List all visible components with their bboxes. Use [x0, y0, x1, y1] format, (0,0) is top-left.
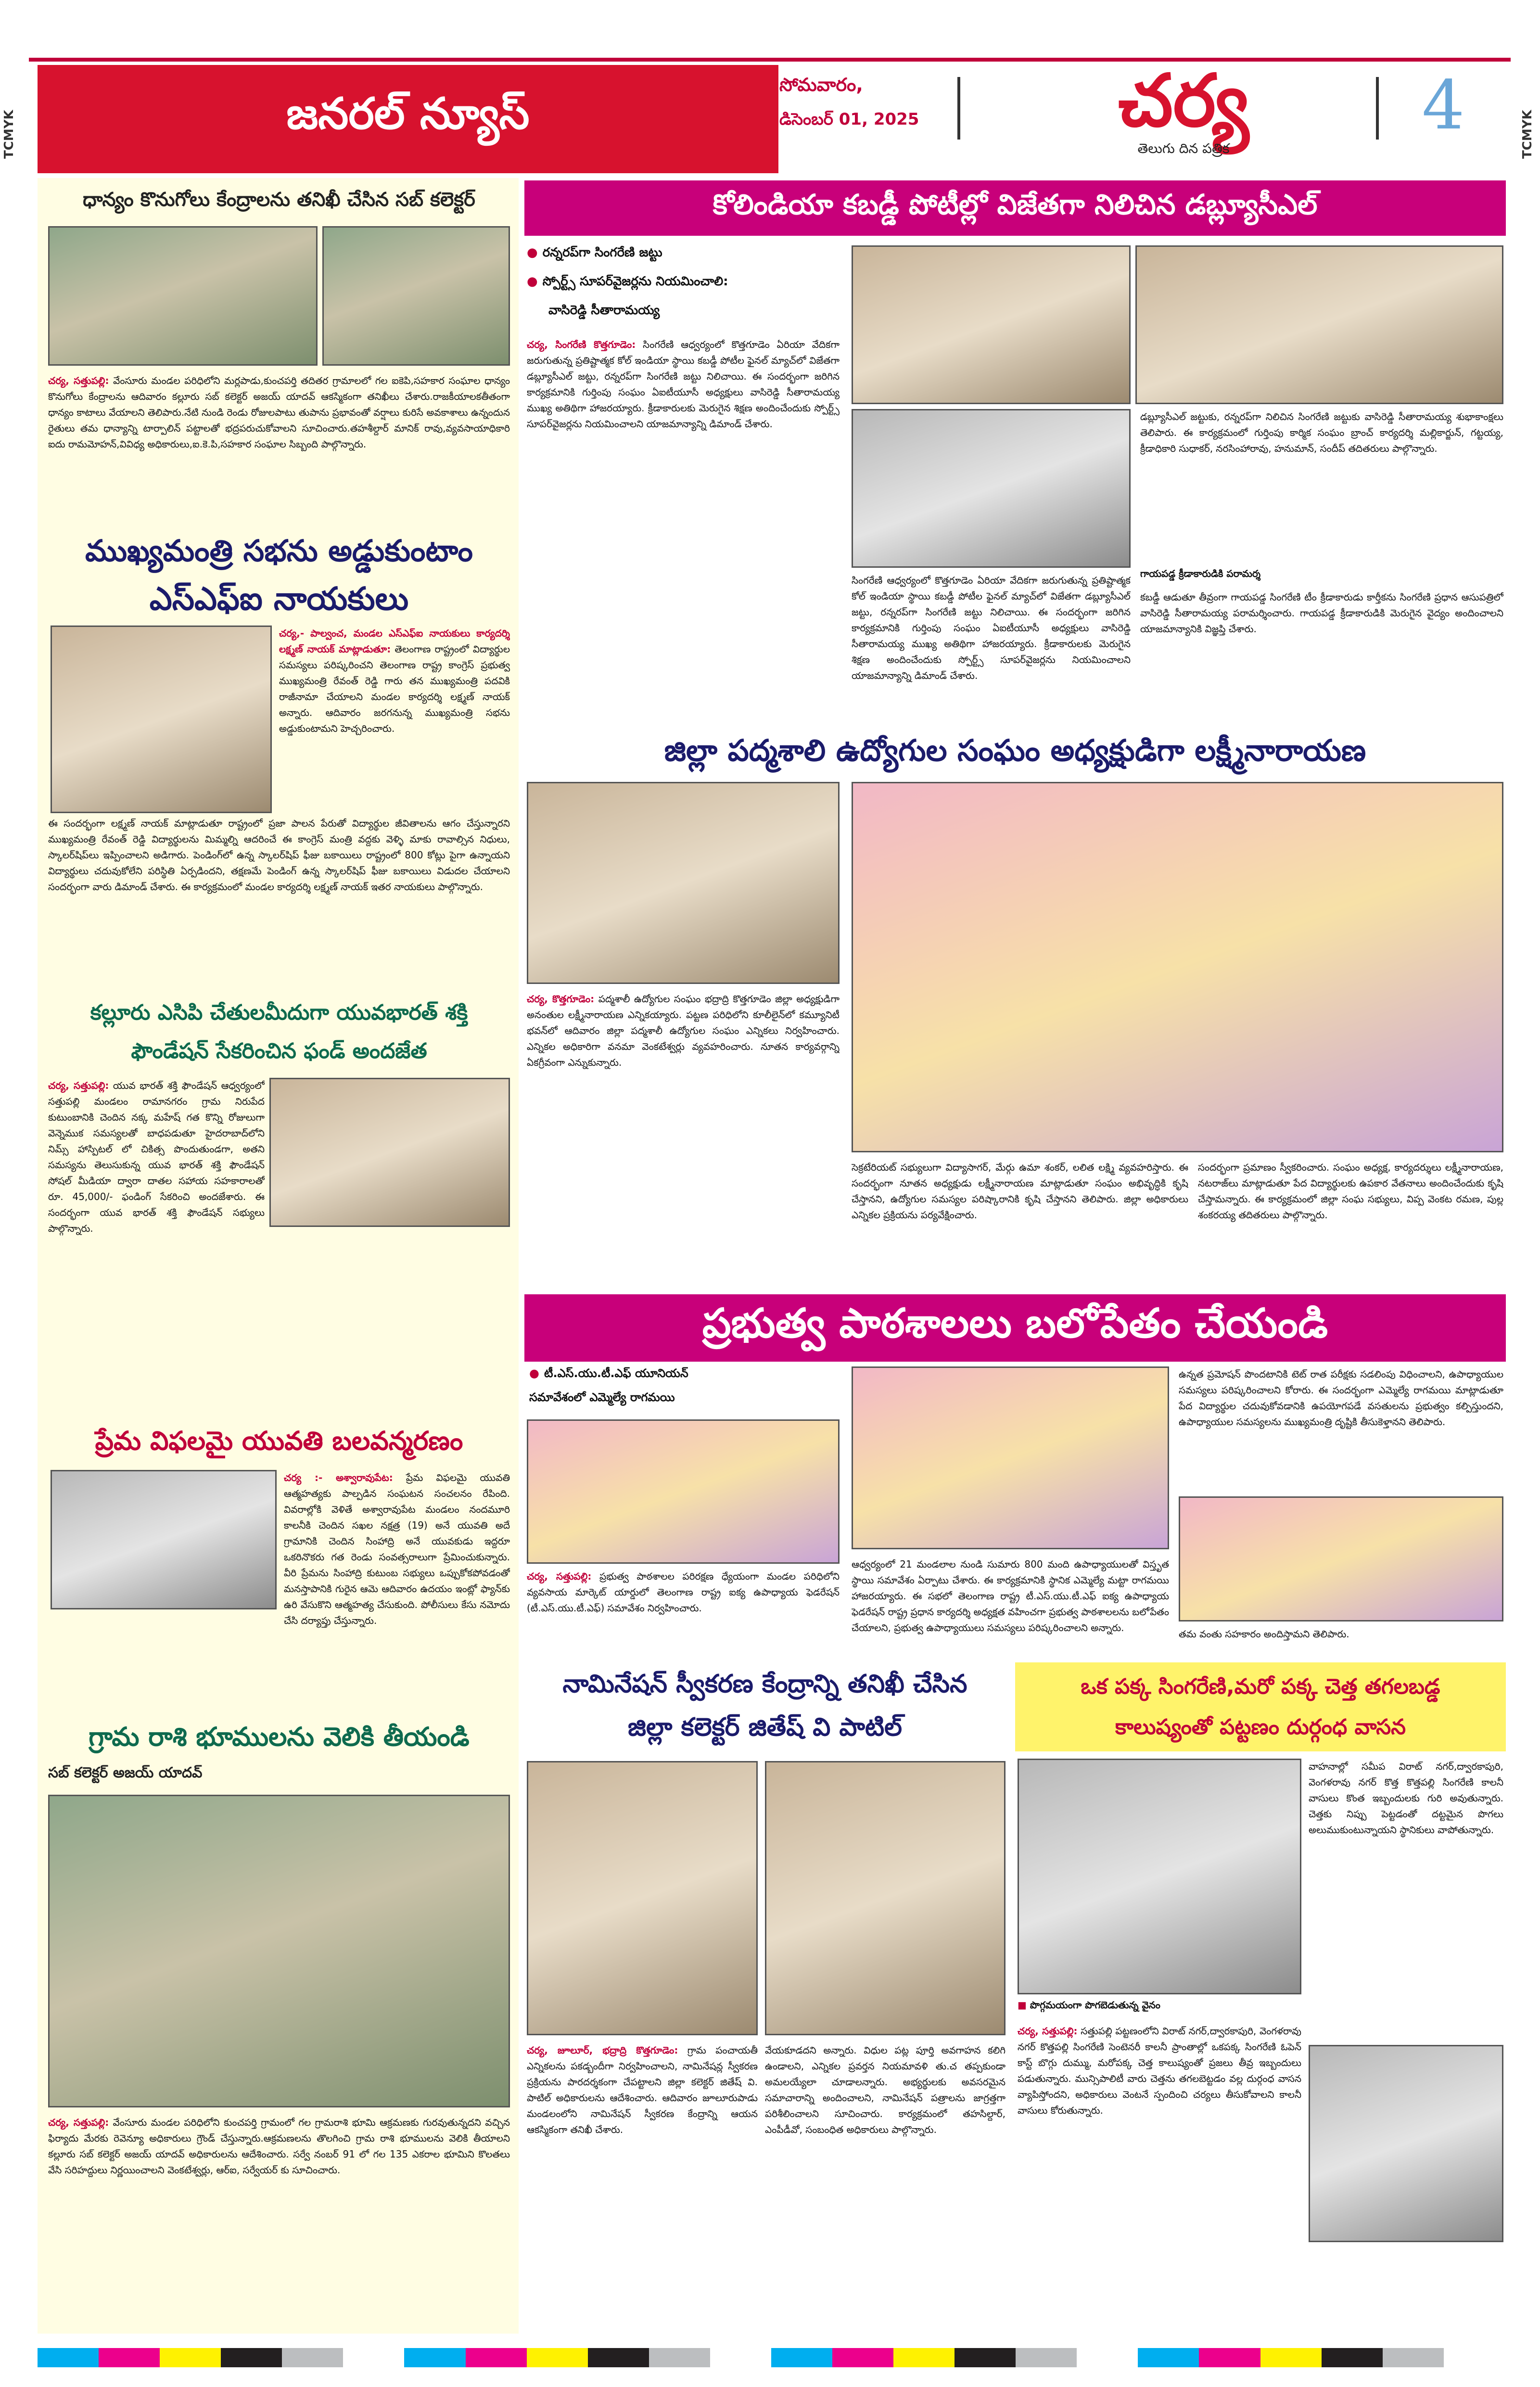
article7-body	[527, 991, 840, 1289]
article3-headline-line1: కల్లూరు ఎసిపి చేతులమీదుగా యువభారత్ శక్తి	[90, 1000, 468, 1025]
article4-lead: చర్య :- అశ్వారావుపేట:	[284, 1472, 393, 1483]
bullet-text: సమావేశంలో ఎమ్మెల్యే రాగమయి	[529, 1391, 675, 1404]
article10-headline-line2: కాలుష్యంతో పట్టణం దుర్గంధ వాసన	[1115, 1715, 1406, 1739]
article2-body-full: ఈ సందర్భంగా లక్ష్మణ్ నాయక్ మాట్లాడుతూ రాష్ట్రంలో ప్రజా పాలన పేరుతో విద్యార్థుల జీవితాలను ఆగం చేస్తున్నారని ముఖ్యమంత్రి రేవంత్ రెడ్డి విద్యార్థులను మిమ్మల్ని ఆదరించే ఈ కాంగ్రెస్ మంత్రి వద్దకు వెళ్ళి మాకు రావాల్సిన నిధులు, స్కాలర్‌షిప్‌లు ఇప్పించాలని అడిగారు. పెండింగ్‌లో ఉన్న స్కాలర్‌షిప్ ఫీజు బకాయిలు రాష్ట్రంలో 800 కోట్లు పైగా ఉన్నాయని విద్యార్థులు చదువుకోలేని పరిస్థితి ఏర్పడిందని, తక్షణమే పెండింగ్ ఉన్న స్కాలర్‌షిప్ ఫీజు బకాయిలు విడుదల చేయాలని సందర్భంగా వారు డిమాండ్ చేశారు. ఈ కార్యక్రమంలో మండల కార్యదర్శి లక్ష్మణ్ నాయక్ ఇతర నాయకులు పాల్గొన్నారు.	[48, 817, 510, 893]
section-title: జనరల్ న్యూస్	[286, 89, 530, 139]
article9-text: గ్రామ పంచాయతీ ఎన్నికలను పకడ్బందీగా నిర్వహించాలని, నామినేషన్ల స్వీకరణ ప్రక్రియను పారదర్శకంగా చేపట్టాలని జిల్లా కలెక్టర్ జితేష్ వి. పాటిల్ అధికారులను ఆదేశించారు. ఆదివారం జూలూరుపాడు మండలంలోని నామినేషన్ స్వీకరణ కేంద్రాన్ని ఆయన ఆకస్మికంగా తనిఖీ చేశారు.	[527, 2044, 758, 2135]
bullet-icon: ●	[527, 245, 538, 260]
article6-photo-award	[1135, 245, 1503, 404]
bullet-icon: ●	[529, 1366, 539, 1380]
article5-subhead: సబ్ కలెక్టర్ అజయ్ యాదవ్	[48, 1764, 203, 1781]
article5-body	[48, 2115, 510, 2326]
article7-photo-group	[527, 782, 840, 984]
article6-bullet-2	[527, 274, 728, 292]
article9-body	[527, 2042, 758, 2331]
article8-headline-banner	[524, 1294, 1506, 1362]
article2-body-narrow	[279, 625, 510, 813]
article6-body-right: డబ్ల్యూసీఎల్ జట్టుకు, రన్నరప్‌గా నిలిచిన సింగరేణి జట్టుకు వాసిరెడ్డి సీతారామయ్య శుభాకాంక్షలు తెలిపారు. ఈ కార్యక్రమంలో గుర్తింపు కార్మిక సంఘం బ్రాంచ్ కార్యదర్శి మల్లికార్జున్, గట్టయ్య, క్రీడాధికారి సుధాకర్, నరసింహారావు, హనుమాన్, సందీప్ తదితరులు పాల్గొన్నారు.	[1140, 411, 1503, 454]
article2-text-narrow: తెలంగాణ రాష్ట్రంలో విద్యార్థుల సమస్యలు పరిష్కరించని తెలంగాణ రాష్ట్ర కాంగ్రెస్ ప్రభుత్వ ముఖ్యమంత్రి రేవంత్ రెడ్డి గారు తన ముఖ్యమంత్రి పదవికి రాజీనామా చేయాలని మండల కార్యదర్శి లక్ష్మణ్ నాయక్ అన్నారు. ఆదివారం జరగనున్న ముఖ్యమంత్రి సభను అడ్డుకుంటామని హెచ్చరించారు.	[279, 643, 510, 734]
bullet-text: రన్నరప్‌గా సింగరేణి జట్టు	[542, 245, 662, 260]
swatch-grey	[1016, 2348, 1077, 2367]
article3-text: యువ భారత్ శక్తి ఫౌండేషన్ ఆధ్వర్యంలో సత్తుపల్లి మండలం రామానగరం గ్రామ నిరుపేద కుటుంబానికి చెందిన నక్క మహేష్ గత కొన్ని రోజులుగా వెన్నెముక సమస్యలతో బాధపడుతూ హైదరాబాద్‌లోని నిమ్స్ హాస్పిటల్ లో చికిత్స పొందుతుండగా, అతని సమస్యను తెలుసుకున్న యువ భారత్ శక్తి ఫౌండేషన్ సోషల్ మీడియా ద్వారా దాతల సహాయ సహకారాలతో రూ. 45,000/- ఫండింగ్ సేకరించి అందజేశారు. ఈ సందర్భంగా యువ భారత్ శక్తి ఫౌండేషన్ సభ్యులు పాల్గొన్నారు.	[48, 1080, 265, 1234]
swatch-grey	[649, 2348, 710, 2367]
article6-headline-banner	[524, 180, 1506, 236]
article10-caption	[1018, 1999, 1301, 2018]
section-title-banner	[38, 65, 778, 173]
article10-headline-box	[1015, 1662, 1506, 1751]
color-registration-bar	[38, 2348, 1505, 2367]
article2-headline-line2: ఎస్ఎఫ్ఐ నాయకులు	[149, 580, 409, 617]
article9-headline-line1: నామినేషన్ స్వీకరణ కేంద్రాన్ని తనిఖీ చేసిన	[562, 1670, 967, 1698]
swatch-yellow	[1260, 2348, 1322, 2367]
article6-body	[527, 337, 840, 722]
article10-lead: చర్య, సత్తుపల్లి:	[1018, 2025, 1078, 2037]
article3-lead: చర్య, సత్తుపల్లి:	[48, 1080, 109, 1091]
article6-headline: కోలిండియా కబడ్డీ పోటీల్లో విజేతగా నిలిచిన డబ్ల్యూసీఎల్	[713, 188, 1318, 221]
article5-headline: గ్రామ రాశి భూములను వెలికి తీయండి	[89, 1722, 470, 1752]
swatch-white	[710, 2348, 771, 2367]
article8-photo-stage	[852, 1366, 1169, 1549]
swatch-black	[588, 2348, 649, 2367]
article6-photo-trophies	[852, 245, 1131, 404]
article9-body-mid: వేయకూడదని అన్నారు. విధుల పట్ల పూర్తి అవగాహన కలిగి ఉండాలని, ఎన్నికల ప్రవర్తన నియమావళి తు.చ తప్పకుండా అమలయ్యేలా చూడాలన్నారు. అభ్యర్థులకు అవసరమైన సమాచారాన్ని అందించాలని, నామినేషన్ పత్రాలను జాగ్రత్తగా పరిశీలించాలని సూచించారు. కార్యక్రమంలో తహసిల్దార్, ఎంపీడీవో, సంబంధిత అధికారులు పాల్గొన్నారు.	[765, 2044, 1005, 2135]
article10-body-top: వాహనాల్లో సమీప విరాట్ నగర్,ద్వారకాపురి, వెంగళరావు నగర్ కొత్త కొత్తపల్లి సింగరేణి కాలనీ వాసులు కొంత ఇబ్బందులకు గురి అవుతున్నారు. చెత్తకు నిప్పు పెట్టడంతో దట్టమైన పొగలు అలుముకుంటున్నాయని స్థానికులు వాపోతున్నారు.	[1309, 1761, 1503, 1836]
article2-lead: చర్య,- పాల్వంచ, మండల ఎస్ఎఫ్ఐ నాయకులు కార్యదర్శి లక్ష్మణ్ నాయక్ మాట్లాడుతూ:	[279, 627, 510, 655]
article7-lead: చర్య, కొత్తగూడెం:	[527, 993, 595, 1005]
article9-lead: చర్య, జూలూర్, భద్రాద్రి కొత్తగూడెం:	[527, 2044, 678, 2056]
swatch-grey	[1383, 2348, 1444, 2367]
article4-photo	[51, 1470, 277, 1609]
article4-text: ప్రేమ విఫలమై యువతి ఆత్మహత్యకు పాల్పడిన సంఘటన సంచలనం రేపింది. వివరాల్లోకి వెళితే అశ్వారావుపేట మండలం నందమూరి కాలనీకి చెందిన సఖల నక్షత్ర (19) అనే యువతి అదే గ్రామానికి చెందిన సింహాద్రి అనే యువకుడు ఇద్దరూ ఒకరినొకరు గత రెండు సంవత్సరాలుగా ప్రేమించుకున్నారు. వీరి ప్రేమను సింహాద్రి కుటుంబ సభ్యులు ఒప్పుకోకపోవడంతో మనస్తాపానికి గురైన ఆమె ఆదివారం ఉదయం ఇంట్లో ఫ్యాన్‌కు ఉరి వేసుకొని ఆత్మహత్య చేసుకుంది. పోలీసులు కేసు నమోదు చేసి దర్యాప్తు చేస్తున్నారు.	[284, 1472, 510, 1626]
swatch-cyan	[1138, 2348, 1199, 2367]
swatch-magenta	[1199, 2348, 1260, 2367]
logo-text: చర్య	[1118, 59, 1249, 143]
swatch-magenta	[832, 2348, 893, 2367]
article1-text: వేంసూరు మండల పరిధిలోని మర్లపాడు,కుంచపర్తి తదితర గ్రామాలలో గల ఐకెపి,సహకార సంఘాల ధాన్యం కొనుగోలు కేంద్రాలను ఆదివారం కల్లూరు సబ్ కలెక్టర్ అజయ్ యాదవ్ ఆకస్మికంగా తనిఖీలు చేశారు.రాజకీయాలకతీతంగా ధాన్యం కాటాలు వేయాలని తెలిపారు.నేటి నుండి రెండు రోజులపాటు తుపాను ప్రభావంతో వర్షాలు కురిసే అవకాశాలు ఉన్నందున రైతులు తమ ధాన్యాన్ని టార్పాలిన్ పట్టాలతో భద్రపరుచుకోవాలని సూచించారు.తహశీల్దార్ మానిక్ రావు,వ్యవసాయాధికారి ఐదు రామమోహన్,వివిధ్య అధికారులు,ఐ.కె.పి,సహకార సంఘాల సిబ్బంది పాల్గొన్నారు.	[48, 375, 510, 450]
caption-text: పొగ్గమయంగా పొగబెడుతున్న వైనం	[1030, 1999, 1160, 2011]
swatch-black	[1322, 2348, 1383, 2367]
swatch-cyan	[404, 2348, 465, 2367]
swatch-magenta	[99, 2348, 160, 2367]
article1-photo-left	[48, 226, 318, 366]
tcmyk-text: TCMYK	[1520, 110, 1535, 159]
day-label: సోమవారం,	[779, 74, 863, 95]
article9-photo-left	[527, 1761, 758, 2035]
article6-lead: చర్య, సింగరేణి కొత్తగూడెం:	[527, 339, 636, 350]
article10-photo-smoke	[1018, 1759, 1301, 1994]
article7-text: పద్మశాలీ ఉద్యోగుల సంఘం భద్రాద్రి కొత్తగూడెం జిల్లా అధ్యక్షుడిగా అనంతుల లక్ష్మీనారాయణ ఎన్నికయ్యారు. పట్టణ పరిధిలోని కూలీలైన్‌లో కమ్యూనిటీ భవన్‌లో ఆదివారం జిల్లా పద్మశాలీ ఉద్యోగుల సంఘం ఎన్నికలు నిర్వహించారు. ఎన్నికల అధికారిగా వనమా వెంకటేశ్వర్లు వ్యవహరించారు. నూతన కార్యవర్గాన్ని ఏకగ్రీవంగా ఎన్నుకున్నారు.	[527, 993, 840, 1068]
article6-body-mid: సింగరేణి ఆధ్వర్యంలో కొత్తగూడెం ఏరియా వేదికగా జరుగుతున్న ప్రతిష్టాత్మక కోల్ ఇండియా స్థాయి కబడ్డీ పోటీల ఫైనల్ మ్యాచ్‌లో విజేతగా డబ్ల్యూసీఎల్ జట్టు, రన్నరప్‌గా సింగరేణి జట్టు నిలిచాయి. ఈ సందర్భంగా జరిగిన కార్యక్రమానికి గుర్తింపు సంఘం ఏఐటీయూసీ అధ్యక్షులు వాసిరెడ్డి సీతారామయ్య ముఖ్య అతిథిగా హాజరయ్యారు. క్రీడాకారులకు మెరుగైన శిక్షణ అందించేందుకు స్పోర్ట్స్ సూపర్‌వైజర్లను నియమించాలని యాజమాన్యాన్ని డిమాండ్ చేశారు.	[852, 574, 1131, 681]
swatch-yellow	[160, 2348, 221, 2367]
swatch-cyan	[771, 2348, 832, 2367]
article9-headline-line2: జిల్లా కలెక్టర్ జితేష్ వి పాటిల్	[627, 1713, 902, 1742]
swatch-grey	[282, 2348, 343, 2367]
article3-headline-line2: ఫౌండేషన్ సేకరించిన ఫండ్ అందజేత	[131, 1039, 427, 1063]
tcmyk-mark-left	[2, 53, 21, 159]
swatch-black	[955, 2348, 1016, 2367]
article1-photo-right	[322, 226, 510, 366]
logo	[1044, 58, 1323, 168]
article6-subhead: గాయపడ్డ క్రీడాకారుడికి పరామర్శ	[1140, 568, 1261, 579]
swatch-yellow	[527, 2348, 588, 2367]
article10-text: సత్తుపల్లి పట్టణంలోని విరాట్ నగర్,ద్వారకాపురి, వెంగళరావు నగర్ కొత్తపల్లి సింగరేణి సెంటెనరీ కాలనీ ప్రాంతాల్లో ఒకపక్క సింగరేణి ఓపెన్ కాస్ట్ బొగ్గు దుమ్ము, మరోపక్క చెత్త కాలుష్యంతో ప్రజలు తీవ్ర ఇబ్బందులు పడుతున్నారు. మున్సిపాలిటీ వారు చెత్తను తగలబెట్టడం వల్ల దుర్గంధ వాసన వ్యాపిస్తోందని, అధికారులు వెంటనే స్పందించి చర్యలు తీసుకోవాలని కాలనీ వాసులు కోరుతున్నారు.	[1018, 2025, 1301, 2116]
masthead-divider-left	[957, 77, 960, 140]
article4-headline: ప్రేమ విఫలమై యువతి బలవన్మరణం	[95, 1426, 463, 1456]
date-block	[779, 67, 953, 164]
swatch-white	[1444, 2348, 1505, 2367]
article2-portrait-photo	[51, 625, 272, 813]
article6-body-right2: కబడ్డీ ఆడుతూ తీవ్రంగా గాయపడ్డ సింగరేణి టీం క్రీడాకారుడు కార్తీకను సింగరేణి ప్రధాన ఆసుపత్రిలో వాసిరెడ్డి సీతారామయ్య పరామర్శించారు. గాయపడ్డ క్రీడాకారుడికి మెరుగైన వైద్యం అందించాలని యాజమాన్యానికి విజ్ఞప్తి చేశారు.	[1140, 591, 1503, 635]
logo-tagline: తెలుగు దిన పత్రిక	[1137, 140, 1230, 156]
article5-lead: చర్య, సత్తుపల్లి:	[48, 2117, 109, 2128]
swatch-yellow	[893, 2348, 955, 2367]
article7-headline: జిల్లా పద్మశాలి ఉద్యోగుల సంఘం అధ్యక్షుడిగా లక్ష్మీనారాయణ	[664, 733, 1366, 768]
article8-bullet-2	[529, 1391, 675, 1407]
article10-body	[1018, 2023, 1301, 2331]
article7-body-right: సందర్భంగా ప్రమాణం స్వీకరించారు. సంఘం అధ్యక్ష, కార్యదర్శులు లక్ష్మీనారాయణ, నటరాజ్‌లు మాట్లాడుతూ పేద విద్యార్థులకు ఉపకార వేతనాలు అందించేందుకు కృషి చేస్తామన్నారు. ఈ కార్యక్రమంలో జిల్లా సంఘ సభ్యులు, విప్ప వెంకట రమణ, పుల్ల శంకరయ్య తదితరులు పాల్గొన్నారు.	[1198, 1162, 1503, 1221]
article5-photo	[48, 1795, 510, 2107]
article7-photo-main	[852, 782, 1503, 1152]
caption-bullet-icon: ■	[1018, 1999, 1030, 2011]
article6-bullet-1	[527, 245, 662, 263]
article5-text: వేంసూరు మండల పరిధిలోని కుంచపర్తి గ్రామంలో గల గ్రామరాశి భూమి ఆక్రమణకు గురవుతున్నదని వచ్చిన ఫిర్యాదు మేరకు రెవెన్యూ అధికారులు గ్రౌండ్ చేస్తున్నారు.ఆక్రమణలను తొలగించి గ్రామ రాశి భూములను వెలికి తీయాలని కల్లూరు సబ్ కలెక్టర్ అజయ్ యాదవ్ అధికారులను ఆదేశించారు. సర్వే నంబర్ 91 లో గల 135 ఎకరాల భూమిని కొలతలు వేసి సరిహద్దులు నిర్ణయించాలని వెంకటేశ్వర్లు, ఆర్ఐ, సర్వేయర్ కు సూచించారు.	[48, 2117, 510, 2176]
swatch-white	[1077, 2348, 1138, 2367]
article9-photo-right	[765, 1761, 1005, 2035]
tcmyk-text: TCMYK	[2, 110, 16, 159]
swatch-white	[343, 2348, 404, 2367]
swatch-black	[221, 2348, 282, 2367]
bullet-text: టీ.ఎస్.యు.టీ.ఎఫ్ యూనియన్	[544, 1366, 688, 1380]
article8-body-mid: ఆధ్వర్యంలో 21 మండలాల నుండి సుమారు 800 మంది ఉపాధ్యాయులతో విస్తృత స్థాయి సమావేశం ఏర్పాటు చేశారు. ఈ కార్యక్రమానికి స్థానిక ఎమ్మెల్యే మట్టా రాగమయి హాజరయ్యారు. ఈ సభలో తెలంగాణ రాష్ట్ర టీ.ఎస్.యు.టీ.ఎఫ్ ఐక్య ఉపాధ్యాయ ఫెడరేషన్ రాష్ట్ర ప్రధాన కార్యదర్శి అధ్యక్షత వహించగా ప్రభుత్వ పాఠశాలలను బలోపేతం చేయాలని, ప్రభుత్వ ఉపాధ్యాయులు సమస్యలు పరిష్కరించాలని అన్నారు.	[852, 1558, 1169, 1634]
article3-body	[48, 1078, 265, 1347]
tcmyk-mark-right	[1520, 53, 1540, 159]
article3-photo	[269, 1078, 510, 1227]
article2-headline-line1: ముఖ్యమంత్రి సభను అడ్డుకుంటాం	[85, 533, 473, 568]
date-label: డిసెంబర్ 01, 2025	[779, 110, 919, 129]
article8-body-right: ఉన్నత ప్రమోషన్ పొందటానికి టెట్ రాత పరీక్షకు సడలింపు విధించాలని, ఉపాధ్యాయుల సమస్యలు పరిష్కరించాలని కోరారు. ఈ సందర్భంగా ఎమ్మెల్యే రాగమయి మాట్లాడుతూ పేద విద్యార్థుల చదువుకోవడానికి ఉపయోగపడే వసతులను ప్రభుత్వం కల్పిస్తుందని, ఉపాధ్యాయుల సమస్యలను ముఖ్యమంత్రి దృష్టికి తీసుకెళ్తానని తెలిపారు.	[1179, 1368, 1503, 1428]
article10-headline-line1: ఒక పక్క సింగరేణి,మరో పక్క చెత్త తగలబడ్డ	[1081, 1674, 1440, 1699]
article4-body	[284, 1470, 510, 1710]
article8-body-tail: తమ వంతు సహకారం అందిస్తామని తెలిపారు.	[1179, 1628, 1349, 1640]
article10-photo-garbage	[1309, 2045, 1503, 2242]
article8-photo-women	[527, 1419, 840, 1564]
article8-lead: చర్య, సత్తుపల్లి:	[527, 1570, 592, 1582]
bullet-icon: ●	[527, 274, 538, 289]
article1-headline: ధాన్యం కొనుగోలు కేంద్రాలను తనిఖీ చేసిన సబ్ కలెక్టర్	[83, 189, 475, 211]
article8-headline: ప్రభుత్వ పాఠశాలలు బలోపేతం చేయండి	[702, 1299, 1328, 1347]
article1-body	[48, 373, 510, 522]
bullet-text: వాసిరెడ్డి సీతారామయ్య	[548, 303, 660, 318]
page-number: 4	[1422, 66, 1465, 145]
article1-lead: చర్య, సత్తుపల్లి:	[48, 375, 109, 386]
article6-text: సింగరేణి ఆధ్వర్యంలో కొత్తగూడెం ఏరియా వేదికగా జరుగుతున్న ప్రతిష్టాత్మక కోల్ ఇండియా స్థాయి కబడ్డీ పోటీల ఫైనల్ మ్యాచ్‌లో విజేతగా డబ్ల్యూసీఎల్ జట్టు, రన్నరప్‌గా సింగరేణి జట్టు నిలిచాయి. ఈ సందర్భంగా జరిగిన కార్యక్రమానికి గుర్తింపు సంఘం ఏఐటీయూసీ అధ్యక్షులు వాసిరెడ్డి సీతారామయ్య ముఖ్య అతిథిగా హాజరయ్యారు. క్రీడాకారులకు మెరుగైన శిక్షణ అందించేందుకు స్పోర్ట్స్ సూపర్‌వైజర్లను నియమించాలని యాజమాన్యాన్ని డిమాండ్ చేశారు.	[527, 339, 840, 430]
masthead-divider-right	[1376, 77, 1379, 140]
article8-text: ప్రభుత్వ పాఠశాలల పరిరక్షణ ధ్యేయంగా మండల పరిధిలోని వ్యవసాయ మార్కెట్ యార్డులో తెలంగాణ రాష్ట్ర ఐక్య ఉపాధ్యాయ ఫెడరేషన్ (టీ.ఎస్.యు.టీ.ఎఫ్) సమావేశం నిర్వహించారు.	[527, 1570, 840, 1614]
swatch-magenta	[466, 2348, 527, 2367]
swatch-cyan	[38, 2348, 99, 2367]
article7-body-mid: సెక్రటేరియట్ సభ్యులుగా విద్యాసాగర్, మేర్గు ఉమా శంకర్, లలిత లక్ష్మి వ్యవహరిస్తారు. ఈ సందర్భంగా నూతన అధ్యక్షుడు లక్ష్మీనారాయణ మాట్లాడుతూ సంఘం అభివృద్ధికి కృషి చేస్తానని, ఉద్యోగుల సమస్యల పరిష్కారానికి కృషి చేస్తానని తెలిపారు. జిల్లా అధికారులు ఎన్నికల ప్రక్రియను పర్యవేక్షించారు.	[852, 1162, 1188, 1221]
article6-photo-hospital	[852, 409, 1131, 568]
article8-photo-audience	[1179, 1496, 1503, 1621]
bullet-text: స్పోర్ట్స్ సూపర్‌వైజర్లను నియమించాలి:	[542, 274, 728, 289]
article8-body	[527, 1569, 840, 1650]
article6-bullet-3	[548, 303, 660, 320]
article8-bullet-1	[529, 1366, 688, 1383]
